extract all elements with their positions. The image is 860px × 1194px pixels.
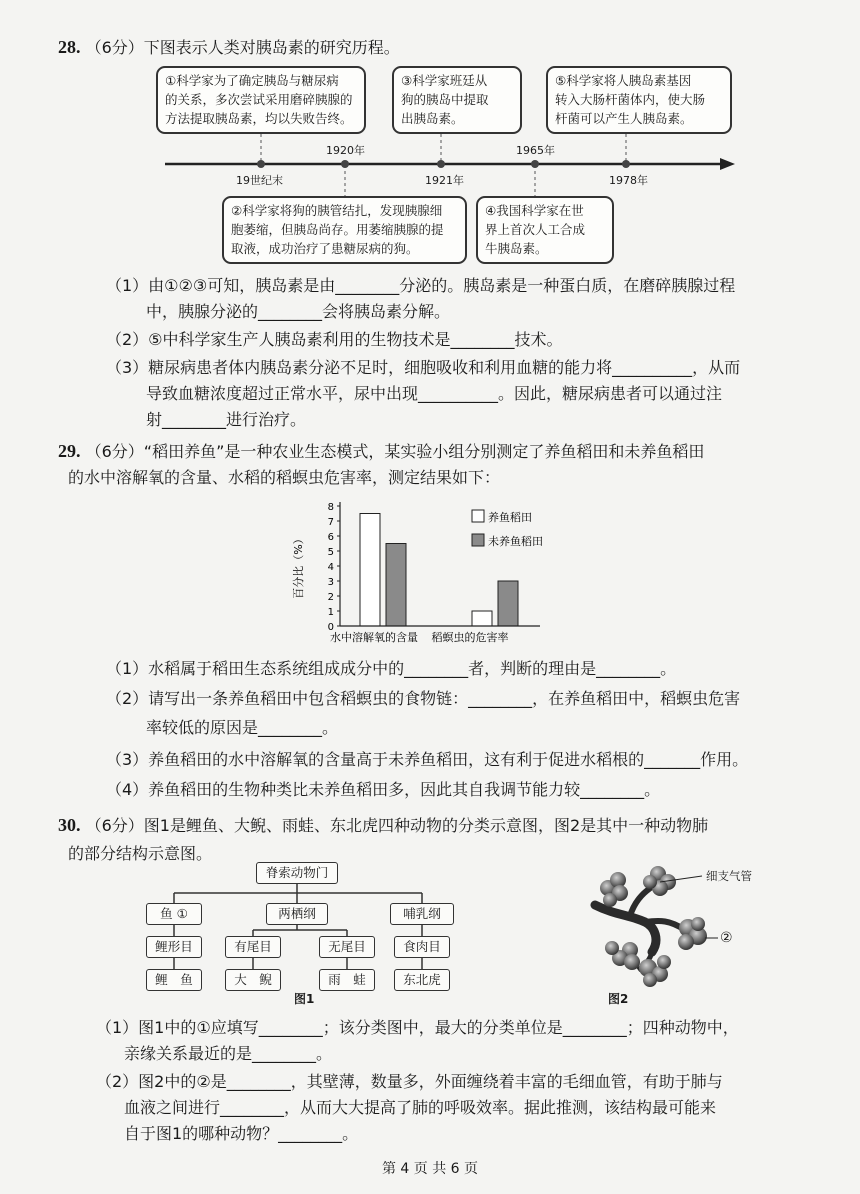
y-tick-label: 6 — [327, 532, 334, 543]
box-line: 界上首次人工合成 — [485, 222, 586, 237]
question-stem: （6分）图1是鲤鱼、大鲵、雨蛙、东北虎四种动物的分类示意图，图2是其中一种动物肺 — [85, 816, 709, 835]
x-category-label: 水中溶解氧的含量 — [330, 631, 418, 644]
box-line: 杆菌可以产生人胰岛素。 — [555, 111, 693, 126]
y-tick-label: 1 — [327, 607, 334, 618]
y-tick-label: 2 — [327, 592, 334, 603]
q30-sub2-line1: （2）图2中的②是________，其壁薄，数量多，外面缠绕着丰富的毛细血管，有助于肺与 — [96, 1072, 723, 1091]
history-box-1 — [156, 66, 366, 134]
legend-label: 未养鱼稻田 — [488, 535, 543, 548]
question-number: 29. — [58, 441, 81, 461]
timeline-dot — [341, 160, 349, 168]
y-tick-label: 5 — [327, 547, 334, 558]
label-bronchiole: 细支气管 — [706, 869, 752, 883]
q30-sub1-line1: （1）图1中的①应填写________；该分类图中，最大的分类单位是________；四种动物中， — [96, 1018, 739, 1037]
legend-swatch — [472, 534, 484, 546]
history-box-2 — [222, 196, 467, 264]
bar-chart — [290, 498, 580, 650]
question-number: 30. — [58, 815, 81, 835]
timeline-dot — [437, 160, 445, 168]
question-stem: （6分）下图表示人类对胰岛素的研究历程。 — [85, 38, 400, 57]
tree-animal-tiger: 东北虎 — [394, 969, 450, 991]
y-tick-label: 7 — [327, 517, 334, 528]
timeline-dot — [531, 160, 539, 168]
box-line: ②科学家将狗的胰管结扎，发现胰腺细 — [231, 203, 443, 218]
timeline-label-4: 1965年 — [516, 144, 555, 157]
tree-class-fish: 鱼 ① — [146, 903, 202, 925]
box-line: 狗的胰岛中提取 — [401, 92, 489, 107]
q28-sub2: （2）⑤中科学家生产人胰岛素利用的生物技术是________技术。 — [106, 330, 563, 349]
box-line: 胞萎缩，但胰岛尚存。用萎缩胰腺的提 — [231, 222, 444, 237]
question-stem: （6分）“稻田养鱼”是一种农业生态模式，某实验小组分别测定了养鱼稻田和未养鱼稻田 — [85, 442, 705, 461]
timeline-dot — [622, 160, 630, 168]
box-line: 出胰岛素。 — [401, 111, 464, 126]
y-axis-label: 百分比（%） — [292, 533, 305, 599]
box-line: 取液，成功治疗了患糖尿病的狗。 — [231, 241, 419, 256]
tree-order-1: 鲤形目 — [146, 936, 202, 958]
bar-2-2 — [498, 581, 518, 626]
tree-class-mammalia: 哺乳纲 — [390, 903, 454, 925]
q28-sub1-line2: 中，胰腺分泌的________会将胰岛素分解。 — [146, 302, 451, 321]
q29-sub3: （3）养鱼稻田的水中溶解氧的含量高于未养鱼稻田，这有利于促进水稻根的_______作用。 — [106, 750, 749, 769]
figure-2-caption: 图2 — [608, 992, 629, 1006]
bar-2-1 — [472, 611, 492, 626]
q29-sub2-line2: 率较低的原因是________。 — [146, 718, 339, 737]
legend-label: 养鱼稻田 — [488, 511, 532, 524]
tree-class-amphibia: 两栖纲 — [266, 903, 328, 925]
y-tick-label: 4 — [327, 562, 334, 573]
y-tick-label: 3 — [327, 577, 334, 588]
box-line: ④我国科学家在世 — [485, 203, 584, 218]
q29-sub2-line1: （2）请写出一条养鱼稻田中包含稻螟虫的食物链：________，在养鱼稻田中，稻螟虫危害 — [106, 689, 741, 708]
timeline-arrow-icon — [720, 158, 735, 170]
timeline-label-5: 1978年 — [609, 174, 648, 187]
tree-order-3: 无尾目 — [319, 936, 375, 958]
timeline-label-3: 1921年 — [425, 174, 464, 187]
q30-sub2-line2: 血液之间进行________，从而大大提高了肺的呼吸效率。据此推测，该结构最可能来 — [124, 1098, 717, 1117]
q28-sub1-line1: （1）由①②③可知，胰岛素是由________分泌的。胰岛素是一种蛋白质，在磨碎胰腺过程 — [106, 276, 736, 295]
tree-animal-carp: 鲤 鱼 — [146, 969, 202, 991]
timeline — [150, 130, 750, 200]
box-line: ①科学家为了确定胰岛与糖尿病 — [165, 73, 339, 88]
question-29-header — [58, 438, 704, 465]
page-footer: 第 4 页 共 6 页 — [381, 1161, 479, 1177]
box-line: 牛胰岛素。 — [485, 241, 548, 256]
timeline-label-1: 19世纪末 — [236, 174, 283, 187]
timeline-dot — [257, 160, 265, 168]
x-category-label: 稻螟虫的危害率 — [431, 631, 509, 644]
question-28-header — [58, 34, 400, 61]
label-alveolus-number: ② — [720, 930, 733, 946]
q29-sub1: （1）水稻属于稻田生态系统组成成分中的________者，判断的理由是________。 — [106, 659, 677, 678]
q28-sub3-line3: 射________进行治疗。 — [146, 410, 307, 429]
question-30-header — [58, 812, 708, 839]
box-line: ⑤科学家将人胰岛素基因 — [555, 73, 692, 88]
tree-animal-salamander: 大 鲵 — [225, 969, 281, 991]
q29-sub4: （4）养鱼稻田的生物种类比未养鱼稻田多，因此其自我调节能力较________。 — [106, 780, 661, 799]
y-tick-label: 0 — [327, 622, 334, 633]
q28-sub3-line2: 导致血糖浓度超过正常水平，尿中出现__________。因此，糖尿病患者可以通过注 — [146, 384, 723, 403]
q30-sub2-line3: 自于图1的哪种动物？________。 — [124, 1124, 359, 1143]
history-box-4 — [476, 196, 614, 264]
box-line: 转入大肠杆菌体内，使大肠 — [555, 92, 706, 107]
bar-1-1 — [360, 514, 380, 627]
question-29-stem-line2: 的水中溶解氧的含量、水稻的稻螟虫危害率，测定结果如下： — [68, 468, 501, 487]
box-line: ③科学家班廷从 — [401, 73, 488, 88]
history-box-5 — [546, 66, 732, 134]
y-tick-label: 8 — [327, 502, 334, 513]
tree-animal-frog: 雨 蛙 — [319, 969, 375, 991]
figure-1-caption: 图1 — [294, 992, 315, 1006]
tree-root-phylum: 脊索动物门 — [256, 862, 338, 884]
question-30-stem-line2: 的部分结构示意图。 — [68, 844, 213, 863]
q28-sub3-line1: （3）糖尿病患者体内胰岛素分泌不足时，细胞吸收和利用血糖的能力将__________，从而 — [106, 358, 741, 377]
box-line: 方法提取胰岛素，均以失败告终。 — [165, 111, 353, 126]
history-box-3 — [392, 66, 522, 134]
timeline-label-2: 1920年 — [326, 144, 365, 157]
box-line: 的关系，多次尝试采用磨碎胰腺的 — [165, 92, 353, 107]
tree-order-4: 食肉目 — [394, 936, 450, 958]
bar-1-2 — [386, 544, 406, 627]
q30-sub1-line2: 亲缘关系最近的是________。 — [124, 1044, 333, 1063]
question-number: 28. — [58, 37, 81, 57]
legend-swatch — [472, 510, 484, 522]
tree-order-2: 有尾目 — [225, 936, 281, 958]
